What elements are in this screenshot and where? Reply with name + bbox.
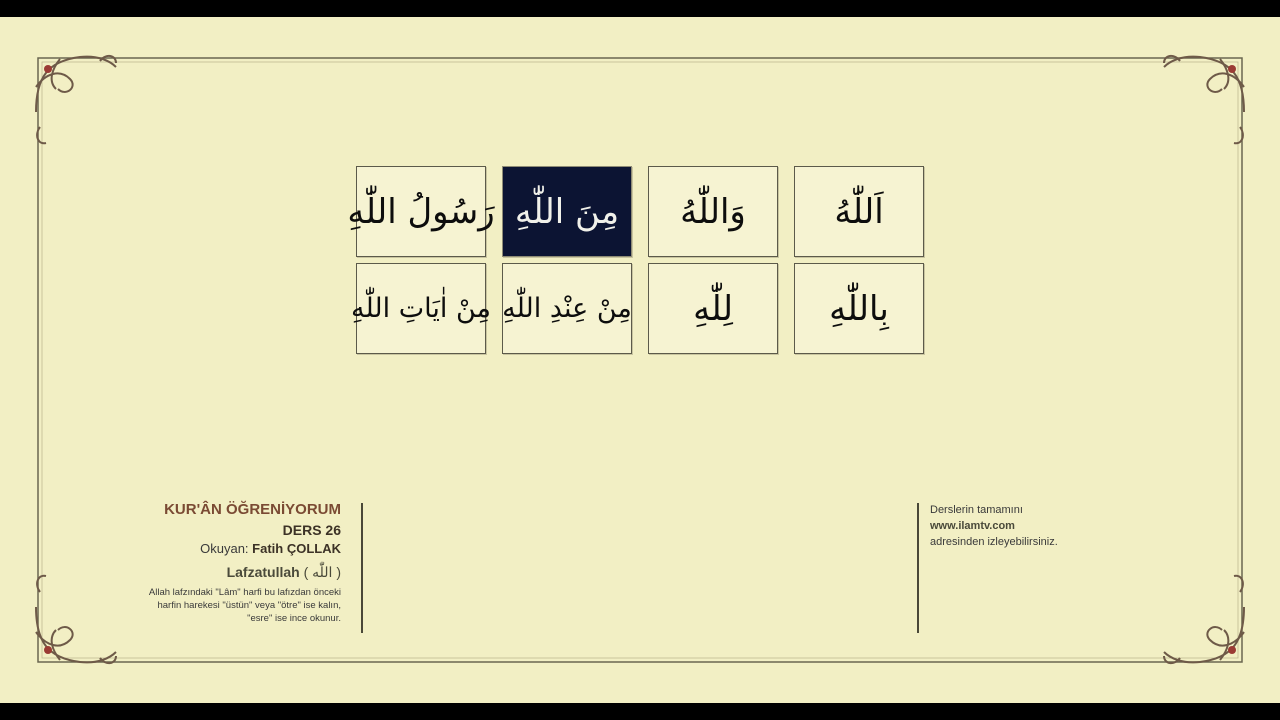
website-note [930, 502, 1130, 550]
word-tile-wallahu[interactable] [648, 166, 778, 257]
arabic-word: مِنْ عِنْدِ اللّٰهِ [502, 293, 632, 324]
topic-arabic: ( اللّٰه ) [303, 564, 341, 580]
word-tile-min-indillah[interactable] [502, 263, 632, 354]
arabic-word: لِلّٰهِ [693, 288, 733, 329]
website-link[interactable]: www.ilamtv.com [930, 520, 1015, 532]
rule-note-line: "esre" ise ince okunur. [247, 613, 341, 624]
reader-label: Okuyan: [200, 541, 249, 556]
website-note-line: Derslerin tamamını [930, 504, 1023, 516]
lesson-info [81, 500, 351, 625]
corner-ornament-top-right-icon [1164, 56, 1244, 143]
word-tile-minallah[interactable] [502, 166, 632, 257]
arabic-word: رَسُولُ اللّٰهِ [347, 191, 495, 232]
reader-name: Fatih ÇOLLAK [252, 541, 341, 556]
corner-ornament-top-left-icon [36, 56, 116, 143]
lesson-number: DERS 26 [282, 522, 341, 538]
arabic-word: وَاللّٰهُ [680, 191, 746, 232]
rule-note-line: harfin harekesi "üstün" veya "ötre" ise kalın, [157, 600, 341, 611]
word-tile-min-ayatillah[interactable] [351, 263, 491, 354]
word-tile-billahi[interactable] [794, 263, 924, 354]
arabic-word: بِاللّٰهِ [829, 288, 889, 329]
word-tile-allahu[interactable] [794, 166, 924, 257]
arabic-word: مِنْ اٰيَاتِ اللّٰهِ [351, 293, 491, 324]
divider-left [361, 503, 363, 633]
divider-right [917, 503, 919, 633]
rule-note-line: Allah lafzındaki "Lâm" harfi bu lafızdan önceki [148, 587, 341, 598]
rule-note [81, 586, 341, 625]
arabic-word: اَللّٰهُ [834, 191, 884, 232]
reader-line [81, 540, 341, 558]
topic-line [81, 560, 341, 584]
word-tile-rasulullah[interactable] [347, 166, 495, 257]
topic-title: Lafzatullah [226, 564, 300, 580]
word-tile-lillahi[interactable] [648, 263, 778, 354]
website-note-line: adresinden izleyebilirsiniz. [930, 536, 1058, 548]
lesson-slide [0, 17, 1280, 703]
course-title: KUR'ÂN ÖĞRENİYORUM [164, 501, 341, 518]
corner-ornament-bottom-right-icon [1164, 576, 1244, 663]
arabic-word: مِنَ اللّٰهِ [514, 191, 620, 232]
